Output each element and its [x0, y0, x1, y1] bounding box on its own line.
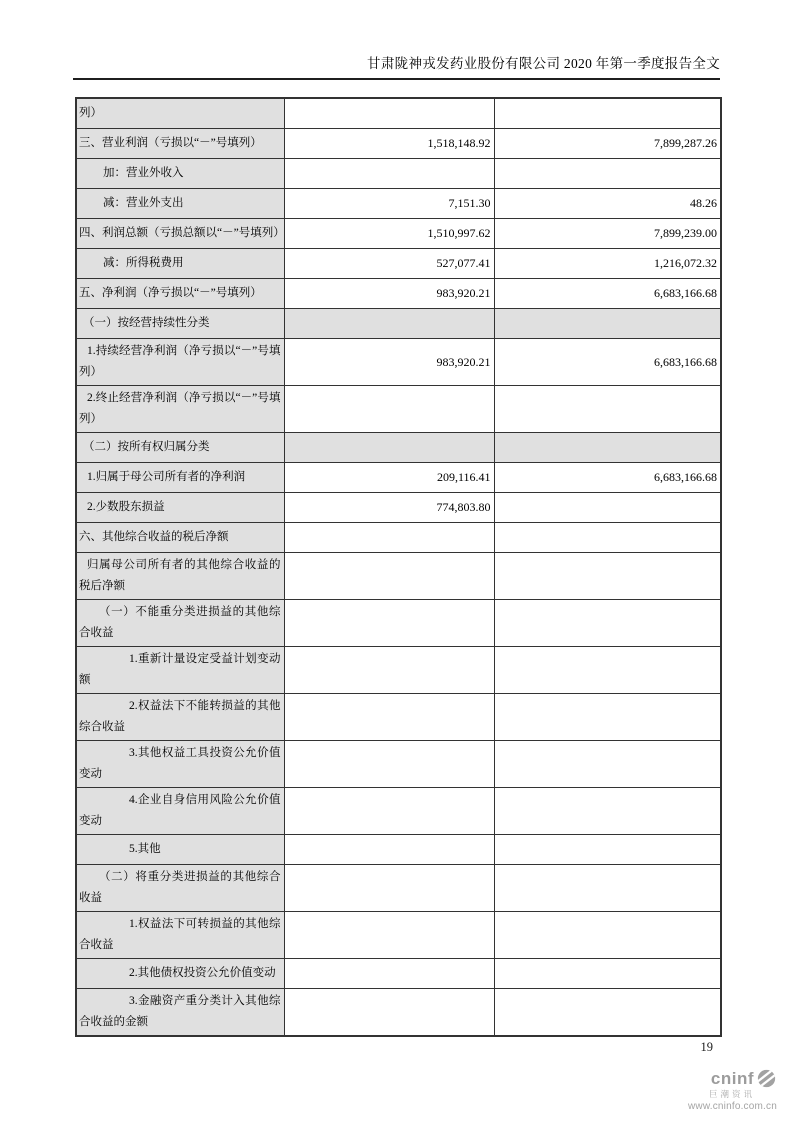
table-row: [76, 493, 721, 523]
table-row: [76, 865, 721, 912]
table-row: [76, 98, 721, 129]
current-period-value: [284, 912, 494, 959]
row-label: 3.其他权益工具投资公允价值变动: [76, 741, 284, 788]
row-label: 减：营业外支出: [76, 189, 284, 219]
row-label: 4.企业自身信用风险公允价值变动: [76, 788, 284, 835]
current-period-value: 1,510,997.62: [284, 219, 494, 249]
cninfo-logo-top: [647, 1068, 777, 1089]
table-row: [76, 279, 721, 309]
prior-period-value: [494, 600, 721, 647]
current-period-value: [284, 98, 494, 129]
current-period-value: 983,920.21: [284, 339, 494, 386]
prior-period-value: [494, 523, 721, 553]
row-label: （二）将重分类进损益的其他综合收益: [76, 865, 284, 912]
current-period-value: [284, 741, 494, 788]
row-label: 四、利润总额（亏损总额以“－”号填列）: [76, 219, 284, 249]
prior-period-value: [494, 788, 721, 835]
page-header-title: 甘肃陇神戎发药业股份有限公司 2020 年第一季度报告全文: [73, 52, 720, 80]
cninfo-brand-text: cninf: [710, 1068, 754, 1088]
row-label: （一）按经营持续性分类: [76, 309, 284, 339]
prior-period-value: [494, 309, 721, 339]
current-period-value: [284, 523, 494, 553]
table-row: [76, 788, 721, 835]
table-row: [76, 159, 721, 189]
row-label: 5.其他: [76, 835, 284, 865]
prior-period-value: [494, 959, 721, 989]
current-period-value: 209,116.41: [284, 463, 494, 493]
row-label: 2.其他债权投资公允价值变动: [76, 959, 284, 989]
table-row: [76, 694, 721, 741]
table-row: [76, 647, 721, 694]
cninfo-swirl-icon: [756, 1068, 777, 1089]
table-row: [76, 433, 721, 463]
current-period-value: 1,518,148.92: [284, 129, 494, 159]
row-label: 列）: [76, 98, 284, 129]
page-number: 19: [700, 1040, 713, 1054]
table-row: [76, 959, 721, 989]
table-row: [76, 912, 721, 959]
prior-period-value: [494, 433, 721, 463]
row-label: 2.终止经营净利润（净亏损以“－”号填列）: [76, 386, 284, 433]
table-row: [76, 339, 721, 386]
row-label: 三、营业利润（亏损以“－”号填列）: [76, 129, 284, 159]
row-label: （二）按所有权归属分类: [76, 433, 284, 463]
prior-period-value: 6,683,166.68: [494, 339, 721, 386]
row-label: 3.金融资产重分类计入其他综合收益的金额: [76, 989, 284, 1037]
prior-period-value: [494, 553, 721, 600]
row-label: 1.权益法下可转损益的其他综合收益: [76, 912, 284, 959]
table-row: [76, 249, 721, 279]
prior-period-value: 1,216,072.32: [494, 249, 721, 279]
table-row: [76, 553, 721, 600]
current-period-value: [284, 159, 494, 189]
current-period-value: [284, 989, 494, 1037]
current-period-value: 774,803.80: [284, 493, 494, 523]
row-label: 1.重新计量设定受益计划变动额: [76, 647, 284, 694]
prior-period-value: [494, 865, 721, 912]
current-period-value: [284, 433, 494, 463]
current-period-value: [284, 694, 494, 741]
row-label: 2.权益法下不能转损益的其他综合收益: [76, 694, 284, 741]
cninfo-logo: [647, 1068, 777, 1112]
table-row: [76, 600, 721, 647]
current-period-value: [284, 386, 494, 433]
table-row: [76, 386, 721, 433]
prior-period-value: [494, 694, 721, 741]
prior-period-value: 48.26: [494, 189, 721, 219]
row-label: 五、净利润（净亏损以“－”号填列）: [76, 279, 284, 309]
row-label: 2.少数股东损益: [76, 493, 284, 523]
cninfo-subtitle: 巨潮资讯: [708, 1089, 755, 1099]
prior-period-value: [494, 912, 721, 959]
current-period-value: [284, 959, 494, 989]
row-label: 归属母公司所有者的其他综合收益的税后净额: [76, 553, 284, 600]
prior-period-value: 6,683,166.68: [494, 279, 721, 309]
cninfo-url: www.cninfo.com.cn: [688, 1101, 777, 1112]
table-row: [76, 189, 721, 219]
prior-period-value: [494, 386, 721, 433]
income-statement-table: [75, 97, 722, 1037]
prior-period-value: [494, 493, 721, 523]
row-label: （一）不能重分类进损益的其他综合收益: [76, 600, 284, 647]
row-label: 1.归属于母公司所有者的净利润: [76, 463, 284, 493]
table-row: [76, 989, 721, 1037]
prior-period-value: [494, 741, 721, 788]
table-row: [76, 309, 721, 339]
prior-period-value: 7,899,239.00: [494, 219, 721, 249]
row-label: 加：营业外收入: [76, 159, 284, 189]
prior-period-value: 7,899,287.26: [494, 129, 721, 159]
table-row: [76, 129, 721, 159]
current-period-value: [284, 309, 494, 339]
prior-period-value: [494, 989, 721, 1037]
current-period-value: [284, 647, 494, 694]
table-row: [76, 523, 721, 553]
current-period-value: [284, 788, 494, 835]
prior-period-value: [494, 647, 721, 694]
current-period-value: 527,077.41: [284, 249, 494, 279]
table-row: [76, 219, 721, 249]
current-period-value: [284, 835, 494, 865]
table-row: [76, 835, 721, 865]
row-label: 1.持续经营净利润（净亏损以“－”号填列）: [76, 339, 284, 386]
prior-period-value: [494, 835, 721, 865]
current-period-value: [284, 553, 494, 600]
row-label: 六、其他综合收益的税后净额: [76, 523, 284, 553]
current-period-value: 7,151.30: [284, 189, 494, 219]
row-label: 减：所得税费用: [76, 249, 284, 279]
prior-period-value: [494, 159, 721, 189]
table-row: [76, 741, 721, 788]
table-row: [76, 463, 721, 493]
prior-period-value: [494, 98, 721, 129]
current-period-value: [284, 600, 494, 647]
prior-period-value: 6,683,166.68: [494, 463, 721, 493]
current-period-value: 983,920.21: [284, 279, 494, 309]
current-period-value: [284, 865, 494, 912]
